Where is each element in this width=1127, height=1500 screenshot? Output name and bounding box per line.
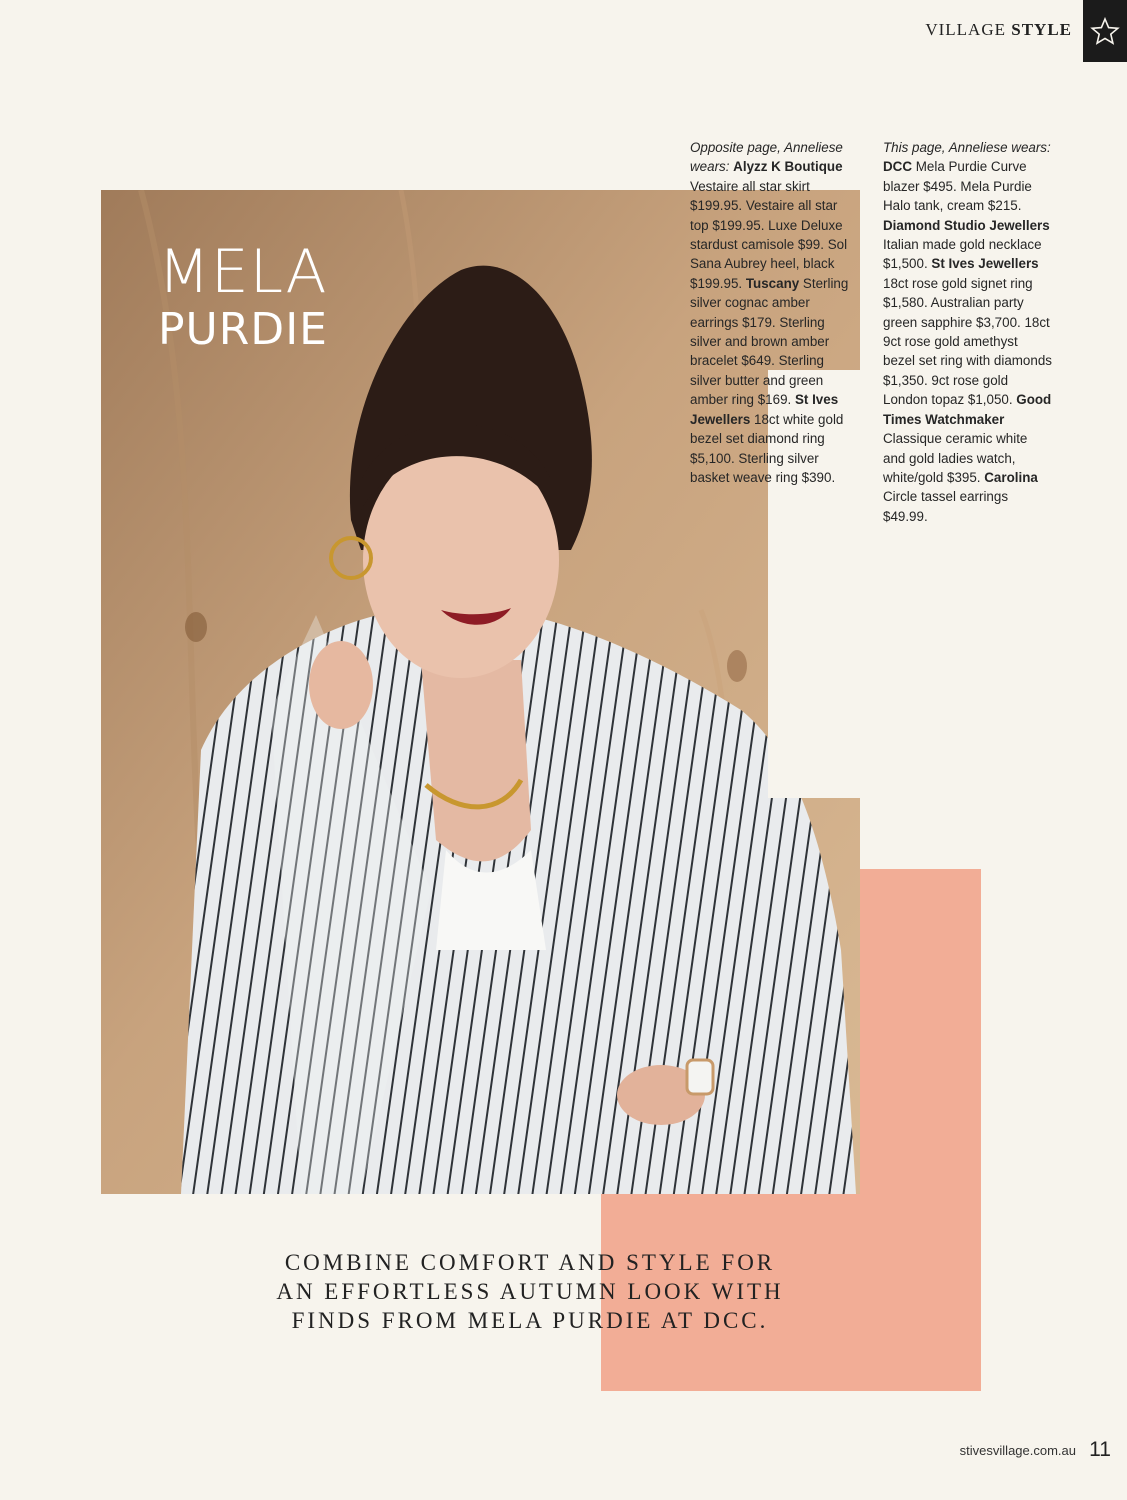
caption-run-bold: St Ives Jewellers	[931, 256, 1039, 272]
neck	[421, 660, 531, 861]
tagline-line3: FINDS FROM MELA PURDIE AT DCC.	[291, 1308, 769, 1333]
caption-run-bold: Tuscany	[745, 275, 800, 291]
caption-run-intro: This page, Anneliese wears:	[883, 140, 1051, 155]
corner-badge	[1083, 0, 1127, 62]
caption-run-plain: 18ct white gold bezel set diamond ring $5,100. Sterling silver basket weave ring $390.	[690, 411, 844, 485]
caption-run-bold: DCC	[883, 159, 913, 175]
photo-title-line2: PURDIE	[158, 304, 328, 355]
section-label-plain: VILLAGE	[925, 20, 1006, 39]
caption-run-bold: Good Times Watchmaker	[883, 392, 1052, 427]
caption-run-plain: Mela Purdie Curve blazer $495. Mela Purdie Halo tank, cream $215.	[883, 159, 1032, 214]
caption-opposite-page	[690, 138, 852, 487]
caption-this-page	[883, 138, 1053, 526]
caption-run-bold: Diamond Studio Jewellers	[883, 217, 1050, 233]
caption-run-plain: Italian made gold necklace $1,500.	[883, 237, 1042, 272]
star-outline-icon	[1090, 17, 1120, 45]
watch	[687, 1060, 713, 1094]
tagline-line1: COMBINE COMFORT AND STYLE FOR	[284, 1250, 776, 1275]
caption-run-intro: Opposite page, Anneliese wears:	[690, 140, 843, 175]
site-url: stivesvillage.com.au	[959, 1443, 1076, 1458]
caption-run-bold: St Ives Jewellers	[690, 392, 839, 427]
hand	[309, 641, 373, 729]
caption-run-bold: Alyzz K Boutique	[733, 159, 843, 175]
tagline	[200, 1248, 860, 1335]
section-label-strong: STYLE	[1011, 20, 1072, 39]
caption-run-plain: Sterling silver cognac amber earrings $179. Sterling silver and brown amber bracelet $649. Sterling silver butter and green amber ring $169.	[690, 275, 849, 408]
photo-title-line1: MELA	[158, 237, 328, 307]
photo-title	[158, 237, 398, 355]
tagline-line2: AN EFFORTLESS AUTUMN LOOK WITH	[276, 1279, 784, 1304]
caption-run-bold: Carolina	[984, 469, 1038, 485]
caption-run-plain: Circle tassel earrings $49.99.	[883, 489, 1009, 524]
page-number: 11	[1089, 1438, 1111, 1461]
caption-run-plain: Vestaire all star skirt $199.95. Vestaire all star top $199.95. Luxe Deluxe stardust camisole $99. Sol Sana Aubrey heel, black $199.95.	[690, 178, 848, 291]
section-label	[900, 20, 1072, 42]
caption-run-plain: 18ct rose gold signet ring $1,580. Australian party green sapphire $3,700. 18ct 9ct rose gold amethyst bezel set ring with diamonds $1,350. 9ct rose gold London topaz $1,050.	[883, 275, 1052, 408]
caption-run-plain: Classique ceramic white and gold ladies watch, white/gold $395.	[883, 431, 1028, 485]
